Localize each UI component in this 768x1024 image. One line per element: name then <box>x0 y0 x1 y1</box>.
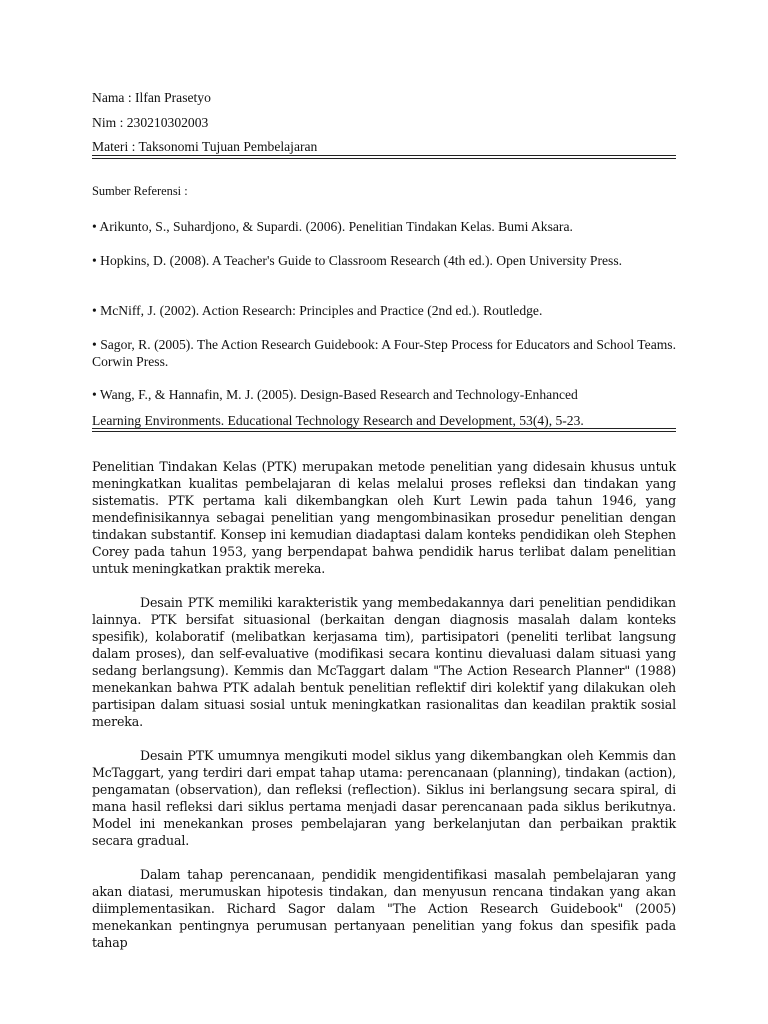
body-paragraph: Penelitian Tindakan Kelas (PTK) merupakan metode penelitian yang didesain khusus untuk meningkatkan kualitas pembelajaran di kelas melalui proses refleksi dan tindakan yang sistematis. PTK pertama kali dikembangkan oleh Kurt Lewin pada tahun 1946, yang mendefinisikannya sebagai penelitian yang mengombinasikan prosedur penelitian dengan tindakan substantif. Konsep ini kemudian diadaptasi dalam konteks pendidikan oleh Stephen Corey pada tahun 1953, yang berpendapat bahwa pendidik harus terlibat dalam penelitian untuk meningkatkan praktik mereka. <box>92 459 676 576</box>
body-paragraph: Desain PTK memiliki karakteristik yang membedakannya dari penelitian pendidikan lainnya. PTK bersifat situasional (berkaitan dengan diagnosis masalah dalam konteks spesifik), kolaboratif (melibatkan kerjasama tim), partisipatori (peneliti terlibat langsung dalam proses), dan self-evaluative (modifikasi secara kontinu dievaluasi dalam situasi yang sedang berlangsung). Kemmis dan McTaggart dalam "The Action Research Planner" (1988) menekankan bahwa PTK adalah bentuk penelitian reflektif diri kolektif yang dilakukan oleh partisipan dalam situasi sosial untuk meningkatkan rasionalitas dan keadilan praktik sosial mereka. <box>92 595 676 729</box>
student-name: Nama : Ilfan Prasetyo <box>92 90 211 105</box>
reference-item: • McNiff, J. (2002). Action Research: Principles and Practice (2nd ed.). Routledge. <box>92 303 543 318</box>
material-topic: Materi : Taksonomi Tujuan Pembelajaran <box>92 139 318 154</box>
reference-item: • Hopkins, D. (2008). A Teacher's Guide to Classroom Research (4th ed.). Open University Press. <box>92 253 623 268</box>
header-divider <box>92 155 676 159</box>
body-paragraph: Dalam tahap perencanaan, pendidik mengidentifikasi masalah pembelajaran yang akan diatasi, merumuskan hipotesis tindakan, dan menyusun rencana tindakan yang akan diimplementasikan. Richard Sagor dalam "The Action Research Guidebook" (2005) menekankan pentingnya perumusan pertanyaan penelitian yang fokus dan spesifik pada tahap <box>92 867 676 950</box>
reference-item: • Wang, F., & Hannafin, M. J. (2005). Design-Based Research and Technology-Enhanced <box>92 387 578 402</box>
references-divider <box>92 428 676 432</box>
reference-item: Learning Environments. Educational Technology Research and Development, 53(4), 5-23. <box>92 413 584 428</box>
sources-label: Sumber Referensi : <box>92 184 188 198</box>
student-nim: Nim : 230210302003 <box>92 115 209 130</box>
body-text <box>92 458 676 968</box>
reference-item: • Arikunto, S., Suhardjono, & Supardi. (2006). Penelitian Tindakan Kelas. Bumi Aksara. <box>92 219 573 234</box>
body-paragraph: Desain PTK umumnya mengikuti model siklus yang dikembangkan oleh Kemmis dan McTaggart, yang terdiri dari empat tahap utama: perencanaan (planning), tindakan (action), pengamatan (observation), dan refleksi (reflection). Siklus ini berlangsung secara spiral, di mana hasil refleksi dari siklus pertama menjadi dasar perencanaan pada siklus berikutnya. Model ini menekankan proses pembelajaran yang berkelanjutan dan perbaikan praktik secara gradual. <box>92 748 676 848</box>
reference-item: • Sagor, R. (2005). The Action Research Guidebook: A Four-Step Process for Educators and School Teams. Corwin Press. <box>92 337 676 369</box>
